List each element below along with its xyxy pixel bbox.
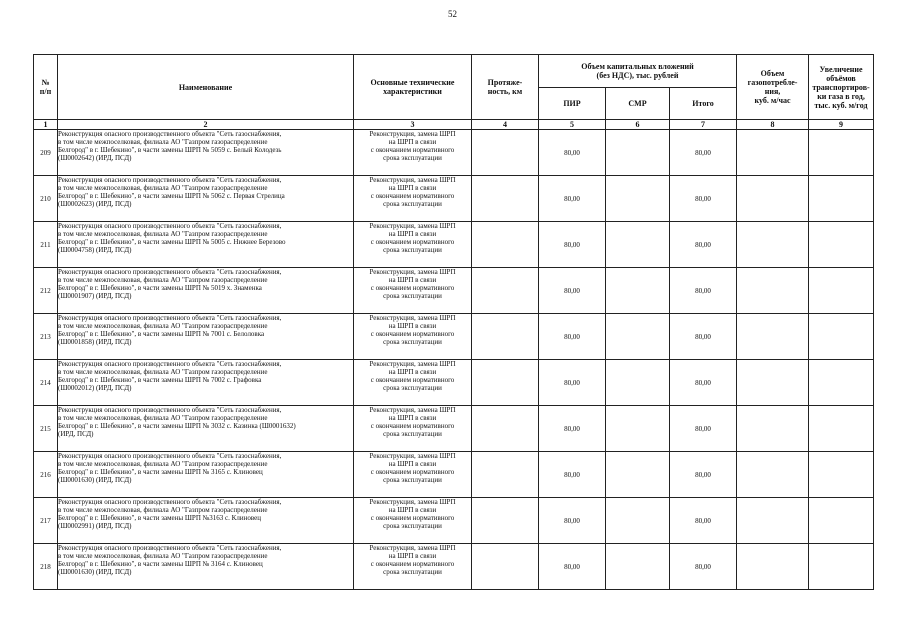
- column-number: 9: [809, 120, 874, 130]
- row-smr: [606, 314, 670, 360]
- row-specs: Реконструкция, замена ШРП на ШРП в связи с окончанием нормативного срока эксплуатации: [354, 268, 472, 314]
- row-total: 80,00: [670, 498, 737, 544]
- row-smr: [606, 406, 670, 452]
- table-row: [34, 406, 874, 452]
- row-pir: 80,00: [539, 314, 606, 360]
- table-row: [34, 268, 874, 314]
- row-length: [472, 406, 539, 452]
- row-length: [472, 176, 539, 222]
- row-pir: 80,00: [539, 452, 606, 498]
- row-gas: [737, 130, 809, 176]
- row-number: 216: [34, 452, 58, 498]
- column-number: 1: [34, 120, 58, 130]
- row-gas: [737, 544, 809, 590]
- row-specs: Реконструкция, замена ШРП на ШРП в связи с окончанием нормативного срока эксплуатации: [354, 406, 472, 452]
- column-number: 7: [670, 120, 737, 130]
- row-name: Реконструкция опасного производственного объекта "Сеть газоснабжения, в том числе межпоселковая, филиала АО "Газпром газораспределение Белгород" в г. Шебекино", в части замены ШРП № 7002 с. Графовка (Ш0002012) (ИРД, ПСД): [58, 360, 354, 406]
- row-gas: [737, 452, 809, 498]
- row-smr: [606, 268, 670, 314]
- header-length: Протяже- ность, км: [472, 55, 539, 120]
- row-specs: Реконструкция, замена ШРП на ШРП в связи с окончанием нормативного срока эксплуатации: [354, 130, 472, 176]
- header-capital: Объем капитальных вложений (без НДС), тыс. рублей: [539, 55, 737, 88]
- row-pir: 80,00: [539, 222, 606, 268]
- column-number: 8: [737, 120, 809, 130]
- row-name: Реконструкция опасного производственного объекта "Сеть газоснабжения, в том числе межпоселковая, филиала АО "Газпром газораспределение Белгород" в г. Шебекино", в части замены ШРП №3163 с. Клиновец (Ш0002991) (ИРД, ПСД): [58, 498, 354, 544]
- header-smr: СМР: [606, 88, 670, 120]
- column-number: 2: [58, 120, 354, 130]
- row-increase: [809, 130, 874, 176]
- row-smr: [606, 544, 670, 590]
- table-row: [34, 130, 874, 176]
- row-pir: 80,00: [539, 130, 606, 176]
- header-pir: ПИР: [539, 88, 606, 120]
- row-total: 80,00: [670, 544, 737, 590]
- row-increase: [809, 314, 874, 360]
- header-specs: Основные технические характеристики: [354, 55, 472, 120]
- row-total: 80,00: [670, 406, 737, 452]
- row-increase: [809, 222, 874, 268]
- row-number: 212: [34, 268, 58, 314]
- row-total: 80,00: [670, 130, 737, 176]
- header-increase: Увеличение объёмов транспортиров- ки газа в год, тыс. куб. м/год: [809, 55, 874, 120]
- row-length: [472, 314, 539, 360]
- table-row: [34, 360, 874, 406]
- row-gas: [737, 176, 809, 222]
- row-gas: [737, 314, 809, 360]
- column-number: 3: [354, 120, 472, 130]
- header-num: № п/п: [34, 55, 58, 120]
- row-specs: Реконструкция, замена ШРП на ШРП в связи с окончанием нормативного срока эксплуатации: [354, 176, 472, 222]
- row-smr: [606, 130, 670, 176]
- row-gas: [737, 268, 809, 314]
- table-row: [34, 544, 874, 590]
- row-increase: [809, 176, 874, 222]
- row-specs: Реконструкция, замена ШРП на ШРП в связи с окончанием нормативного срока эксплуатации: [354, 222, 472, 268]
- row-increase: [809, 498, 874, 544]
- row-increase: [809, 544, 874, 590]
- row-gas: [737, 406, 809, 452]
- row-gas: [737, 498, 809, 544]
- row-length: [472, 130, 539, 176]
- column-number: 5: [539, 120, 606, 130]
- row-number: 211: [34, 222, 58, 268]
- row-name: Реконструкция опасного производственного объекта "Сеть газоснабжения, в том числе межпоселковая, филиала АО "Газпром газораспределение Белгород" в г. Шебекино", в части замены ШРП № 5062 с. Первая Стрелица (Ш0002623) (ИРД, ПСД): [58, 176, 354, 222]
- row-length: [472, 544, 539, 590]
- row-increase: [809, 406, 874, 452]
- row-total: 80,00: [670, 268, 737, 314]
- row-name: Реконструкция опасного производственного объекта "Сеть газоснабжения, в том числе межпоселковая, филиала АО "Газпром газораспределение Белгород" в г. Шебекино", в части замены ШРП № 7001 с. Белоловка (Ш0001858) (ИРД, ПСД): [58, 314, 354, 360]
- table-row: [34, 498, 874, 544]
- row-smr: [606, 498, 670, 544]
- row-total: 80,00: [670, 452, 737, 498]
- row-smr: [606, 176, 670, 222]
- row-name: Реконструкция опасного производственного объекта "Сеть газоснабжения, в том числе межпоселковая, филиала АО "Газпром газораспределение Белгород" в г. Шебекино", в части замены ШРП № 5005 с. Нижнее Березово (Ш0004758) (ИРД, ПСД): [58, 222, 354, 268]
- table-row: [34, 314, 874, 360]
- row-specs: Реконструкция, замена ШРП на ШРП в связи с окончанием нормативного срока эксплуатации: [354, 360, 472, 406]
- row-smr: [606, 222, 670, 268]
- row-increase: [809, 360, 874, 406]
- row-pir: 80,00: [539, 268, 606, 314]
- row-pir: 80,00: [539, 544, 606, 590]
- row-specs: Реконструкция, замена ШРП на ШРП в связи с окончанием нормативного срока эксплуатации: [354, 544, 472, 590]
- row-smr: [606, 452, 670, 498]
- row-pir: 80,00: [539, 360, 606, 406]
- row-length: [472, 360, 539, 406]
- row-total: 80,00: [670, 360, 737, 406]
- row-total: 80,00: [670, 314, 737, 360]
- row-number: 215: [34, 406, 58, 452]
- row-number: 210: [34, 176, 58, 222]
- header-gas: Объем газопотребле- ния, куб. м/час: [737, 55, 809, 120]
- row-name: Реконструкция опасного производственного объекта "Сеть газоснабжения, в том числе межпоселковая, филиала АО "Газпром газораспределение Белгород" в г. Шебекино", в части замены ШРП № 5019 х. Знаменка (Ш0001907) (ИРД, ПСД): [58, 268, 354, 314]
- row-specs: Реконструкция, замена ШРП на ШРП в связи с окончанием нормативного срока эксплуатации: [354, 452, 472, 498]
- row-smr: [606, 360, 670, 406]
- row-name: Реконструкция опасного производственного объекта "Сеть газоснабжения, в том числе межпоселковая, филиала АО "Газпром газораспределение Белгород" в г. Шебекино", в части замены ШРП № 3032 с. Казинка (Ш0001632) (ИРД, ПСД): [58, 406, 354, 452]
- row-pir: 80,00: [539, 406, 606, 452]
- table-row: [34, 452, 874, 498]
- table-row: [34, 176, 874, 222]
- row-gas: [737, 360, 809, 406]
- row-number: 217: [34, 498, 58, 544]
- row-increase: [809, 268, 874, 314]
- row-number: 214: [34, 360, 58, 406]
- row-length: [472, 498, 539, 544]
- row-gas: [737, 222, 809, 268]
- row-name: Реконструкция опасного производственного объекта "Сеть газоснабжения, в том числе межпоселковая, филиала АО "Газпром газораспределение Белгород" в г. Шебекино", в части замены ШРП № 3165 с. Клиновец (Ш0001630) (ИРД, ПСД): [58, 452, 354, 498]
- row-name: Реконструкция опасного производственного объекта "Сеть газоснабжения, в том числе межпоселковая, филиала АО "Газпром газораспределение Белгород" в г. Шебекино", в части замены ШРП № 5059 с. Белый Колодезь (Ш0002642) (ИРД, ПСД): [58, 130, 354, 176]
- investment-table: [33, 54, 874, 590]
- row-pir: 80,00: [539, 498, 606, 544]
- column-number: 4: [472, 120, 539, 130]
- row-number: 209: [34, 130, 58, 176]
- column-number-row: [34, 120, 874, 130]
- row-total: 80,00: [670, 176, 737, 222]
- row-total: 80,00: [670, 222, 737, 268]
- row-length: [472, 452, 539, 498]
- header-name: Наименование: [58, 55, 354, 120]
- row-specs: Реконструкция, замена ШРП на ШРП в связи с окончанием нормативного срока эксплуатации: [354, 314, 472, 360]
- row-length: [472, 222, 539, 268]
- row-increase: [809, 452, 874, 498]
- row-name: Реконструкция опасного производственного объекта "Сеть газоснабжения, в том числе межпоселковая, филиала АО "Газпром газораспределение Белгород" в г. Шебекино", в части замены ШРП № 3164 с. Клиновец (Ш0001630) (ИРД, ПСД): [58, 544, 354, 590]
- table-row: [34, 222, 874, 268]
- row-length: [472, 268, 539, 314]
- row-number: 213: [34, 314, 58, 360]
- row-pir: 80,00: [539, 176, 606, 222]
- page-number: 52: [448, 9, 457, 19]
- header-row: [34, 55, 874, 88]
- row-specs: Реконструкция, замена ШРП на ШРП в связи с окончанием нормативного срока эксплуатации: [354, 498, 472, 544]
- row-number: 218: [34, 544, 58, 590]
- header-total: Итого: [670, 88, 737, 120]
- column-number: 6: [606, 120, 670, 130]
